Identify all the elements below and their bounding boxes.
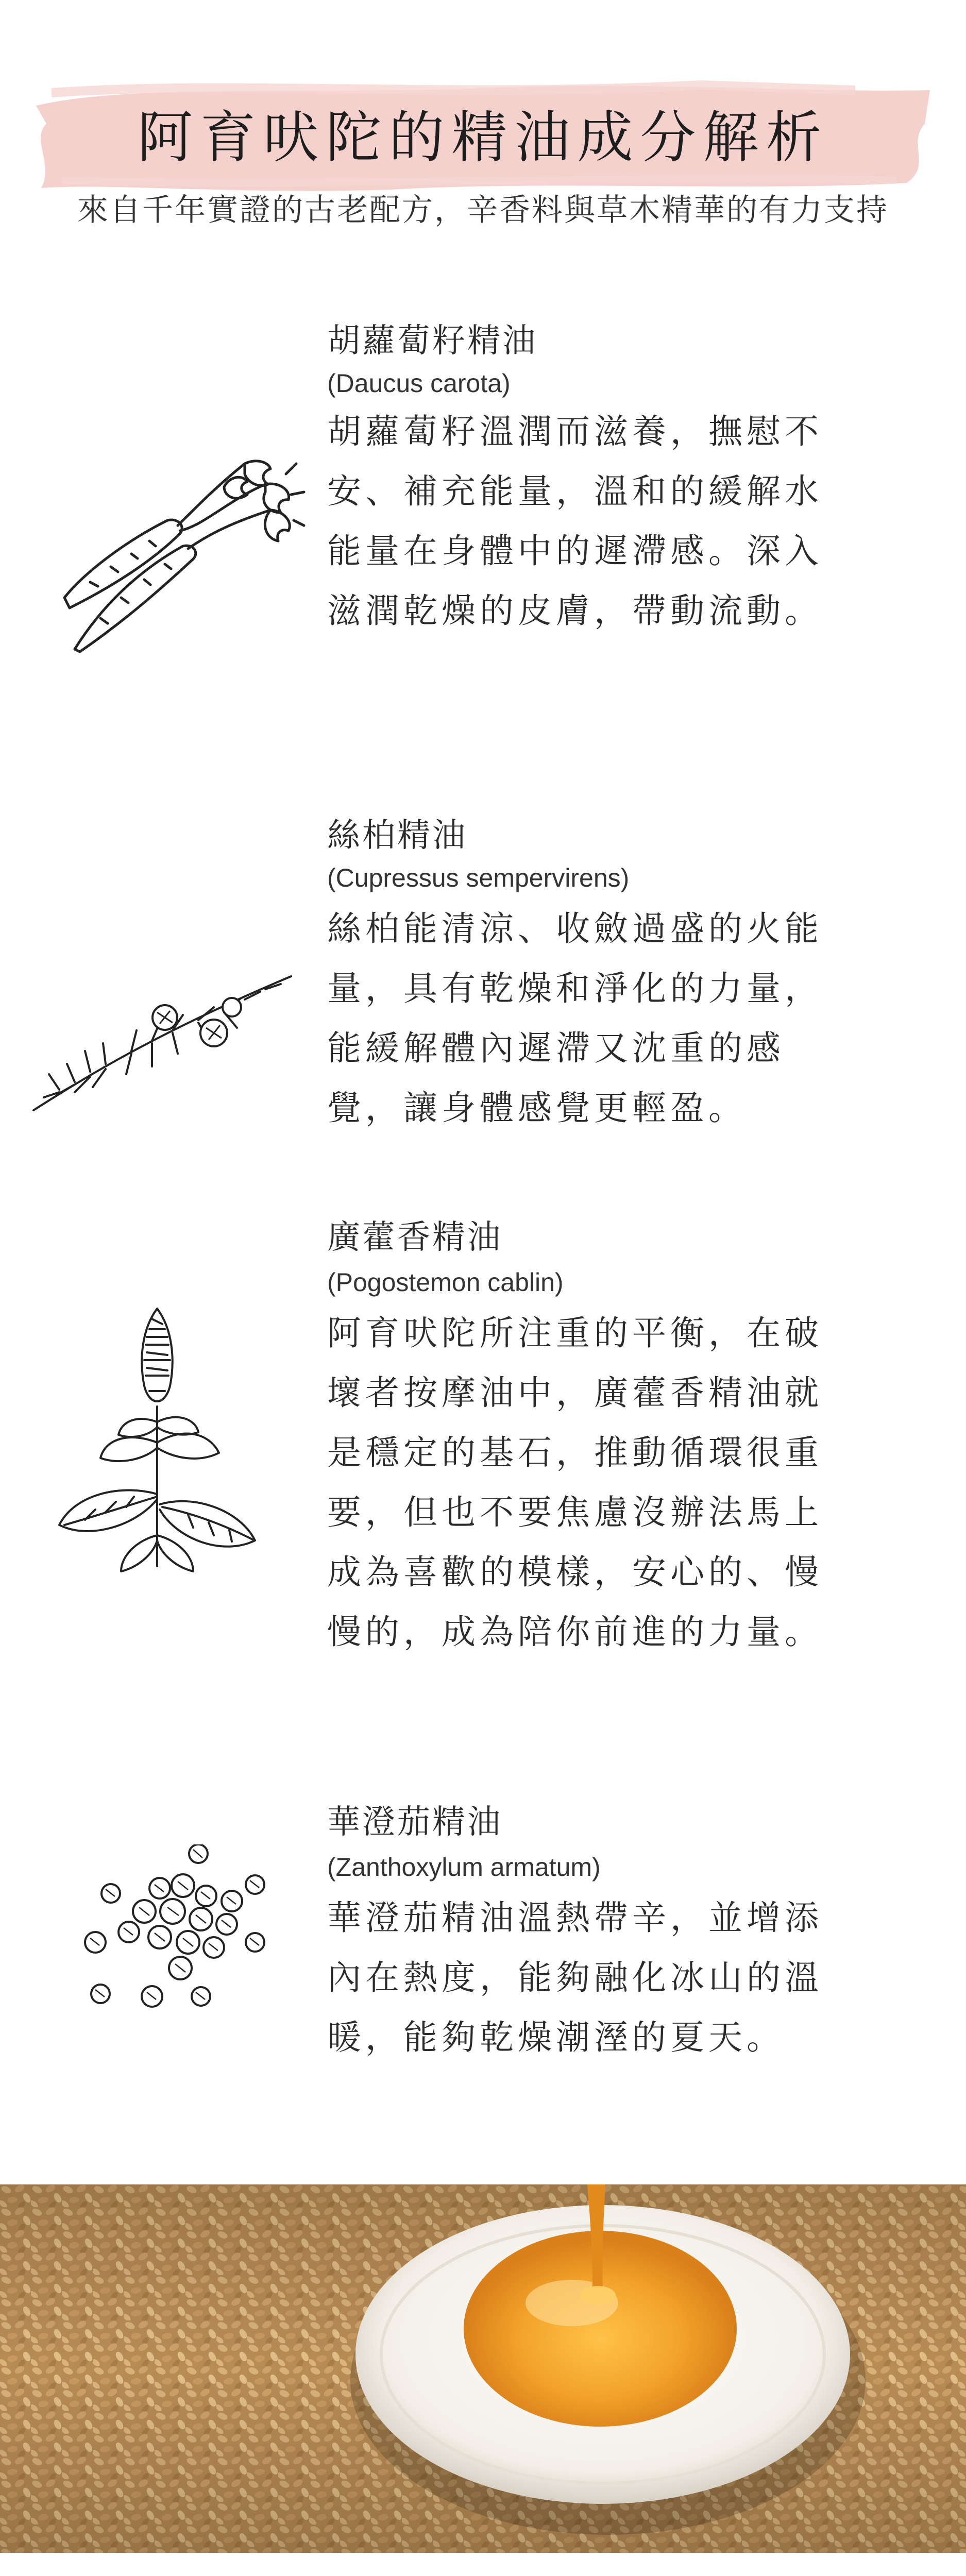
- ingredient-title: 華澄茄精油: [327, 1803, 502, 1841]
- ingredient-latin-name: (Pogostemon cablin): [327, 1268, 564, 1297]
- ingredient-description: 華澄茄精油溫熱帶辛，並增添 內在熱度，能夠融化冰山的溫 暖，能夠乾燥潮溼的夏天。: [327, 1898, 823, 2057]
- page-title: 阿育吠陀的精油成分解析: [137, 106, 829, 170]
- ingredient-title: 絲柏精油: [327, 817, 467, 855]
- patchouli-illustration-icon: [54, 1298, 260, 1577]
- ingredient-description: 絲柏能清涼、收斂過盛的火能 量，具有乾燥和淨化的力量， 能緩解體內遲滯又沈重的感 覺，讓身體感覺更輕盈。: [327, 909, 823, 1128]
- sesame-oil-photo: [0, 2184, 966, 2553]
- pepper-illustration-icon: [77, 1844, 278, 2014]
- ingredient-latin-name: (Zanthoxylum armatum): [327, 1853, 601, 1882]
- ingredient-title: 胡蘿蔔籽精油: [327, 322, 537, 360]
- base-oil-title: [0, 2573, 966, 2576]
- ingredient-description: 胡蘿蔔籽溫潤而滋養，撫慰不 安、補充能量，溫和的緩解水 能量在身體中的遲滯感。深入 滋潤乾燥的皮膚，帶動流動。: [327, 412, 823, 631]
- ingredient-latin-name: (Daucus carota): [327, 369, 511, 398]
- page-subtitle: 來自千年實證的古老配方，辛香料與草木精華的有力支持: [77, 192, 889, 228]
- ingredient-description: 阿育吠陀所注重的平衡，在破 壞者按摩油中，廣藿香精油就 是穩定的基石，推動循環很重 要，但也不要焦慮沒辦法馬上 成為喜歡的模樣，安心的、慢 慢的，成為陪你前進的力量。: [327, 1313, 823, 1652]
- ingredient-latin-name: (Cupressus sempervirens): [327, 863, 630, 892]
- carrot-illustration-icon: [49, 443, 307, 659]
- cypress-illustration-icon: [28, 956, 296, 1126]
- ingredient-title: 廣藿香精油: [327, 1218, 502, 1257]
